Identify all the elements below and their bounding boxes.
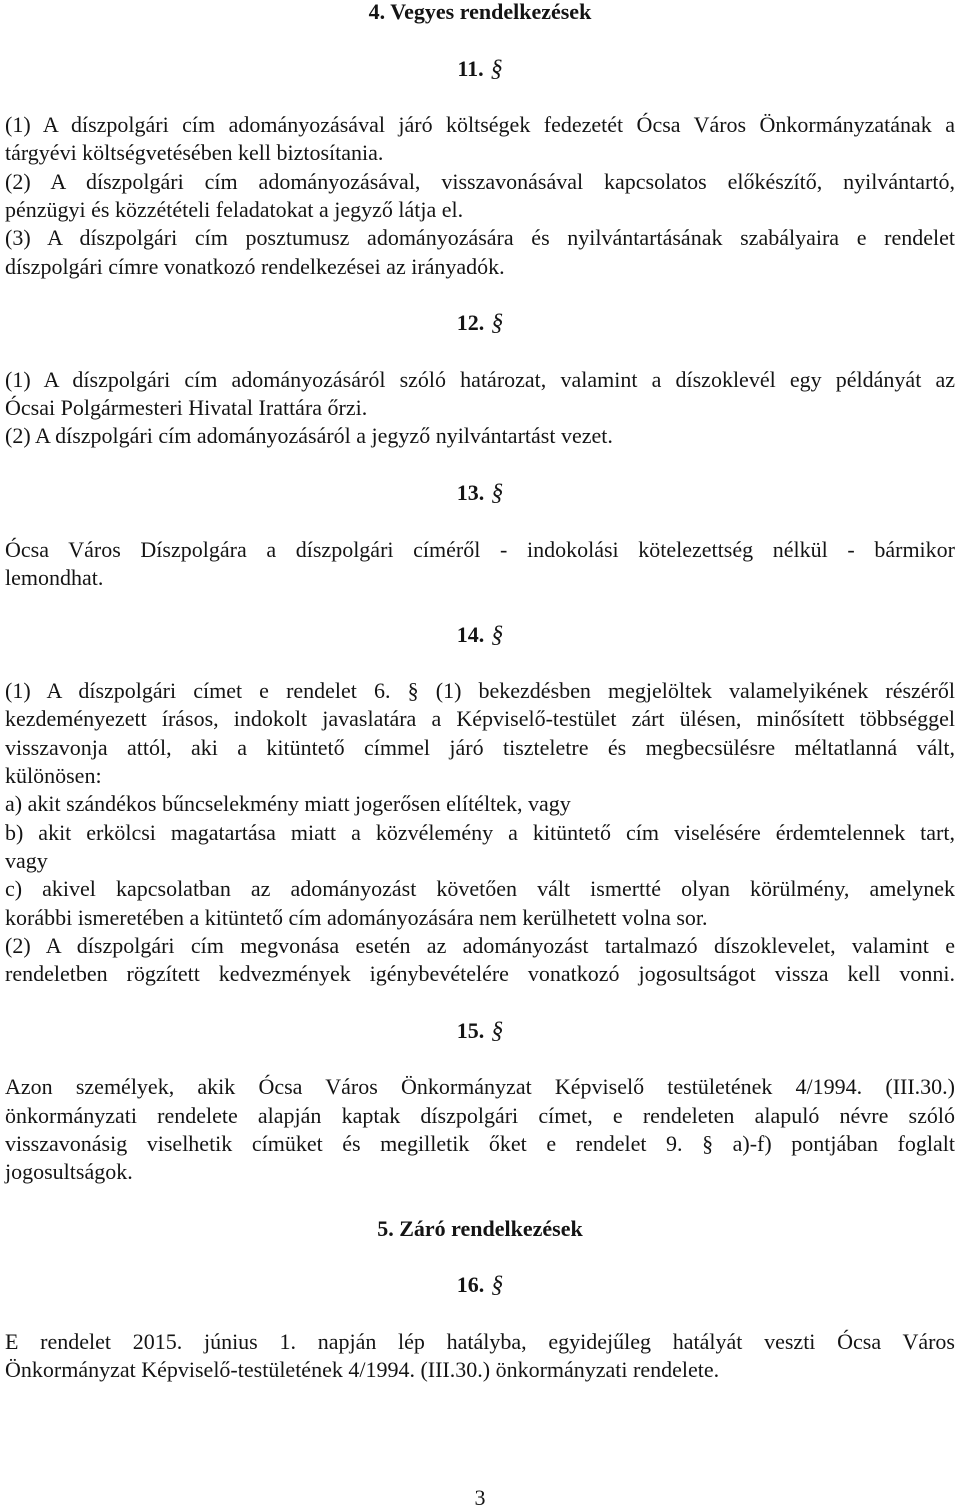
text-line: jogosultságok.	[5, 1159, 133, 1185]
list-item-a	[5, 790, 955, 818]
section-number: 12.	[456, 310, 485, 336]
spacer	[5, 592, 955, 620]
text-line: pénzügyi és közzétételi feladatokat a jegyző látja el.	[5, 197, 464, 223]
section-heading-15	[5, 1017, 955, 1045]
text-line: Önkormányzat Képviselő-testületének 4/1994. (III.30.) önkormányzati rendelete.	[5, 1357, 720, 1383]
paragraph-16-1	[5, 1328, 955, 1385]
section-number: 16.	[456, 1272, 485, 1298]
text-line: korábbi ismeretében a kitüntető cím adományozására nem kerülhetett volna sor.	[5, 904, 708, 930]
text-line: visszavonásig viselhetik címüket és megilletik őket e rendelet 9. § a)-f) pontjában foglalt	[5, 1130, 955, 1156]
text-line: E rendelet 2015. június 1. napján lép hatályba, egyidejűleg hatályát veszti Ócsa Város	[5, 1328, 955, 1354]
text-line: (1) A díszpolgári cím adományozásával járó költségek fedezetét Ócsa Város Önkormányzatának a	[5, 112, 955, 138]
spacer	[5, 1186, 955, 1214]
text-line: tárgyévi költségvetésében kell biztosítania.	[5, 140, 384, 166]
paragraph-12-1	[5, 366, 955, 423]
text-line: önkormányzati rendelete alapján kaptak díszpolgári címet, e rendeleten alapuló névre szóló	[5, 1102, 955, 1128]
section-heading-13	[5, 479, 955, 507]
paragraph-12-2	[5, 422, 955, 450]
spacer	[5, 26, 955, 54]
spacer	[5, 1300, 955, 1328]
text-line: (2) A díszpolgári cím adományozásával, visszavonásával kapcsolatos előkészítő, nyilvántartó,	[5, 168, 955, 194]
section-sign: §	[490, 55, 503, 82]
paragraph-11-2	[5, 168, 955, 225]
paragraph-14-1	[5, 677, 955, 790]
text-line: (1) A díszpolgári címet e rendelet 6. § (1) bekezdésben megjelöltek valamelyikének részéről	[5, 678, 955, 704]
text-line: különösen:	[5, 763, 102, 789]
text-line: (1) A díszpolgári cím adományozásáról szóló határozat, valamint a díszoklevél egy példányát az	[5, 366, 955, 392]
section-sign: §	[491, 1017, 504, 1044]
text-line: visszavonja attól, aki a kitüntető címmel járó tiszteletre és megbecsülésre méltatlanná vált,	[5, 734, 955, 760]
text-line: (2) A díszpolgári cím megvonása esetén az adományozást tartalmazó díszoklevelet, valamint e	[5, 932, 955, 958]
spacer	[5, 451, 955, 479]
section-sign: §	[491, 1272, 504, 1299]
chapter-title: 4. Vegyes rendelkezések	[368, 0, 592, 24]
page-number: 3	[474, 1485, 486, 1510]
spacer	[5, 1045, 955, 1073]
section-number: 14.	[456, 621, 485, 647]
text-line: vagy	[5, 847, 48, 873]
paragraph-11-3	[5, 224, 955, 281]
text-line: Azon személyek, akik Ócsa Város Önkormányzat Képviselő testületének 4/1994. (III.30.)	[5, 1074, 955, 1100]
text-line: kezdeményezett írásos, indokolt javaslatára a Képviselő-testület zárt ülésen, minősített többséggel	[5, 706, 955, 732]
section-number: 15.	[456, 1017, 485, 1043]
text-line: c) akivel kapcsolatban az adományozást követően vált ismertté olyan körülmény, amelynek	[5, 876, 955, 902]
spacer	[5, 281, 955, 309]
text-line: Ócsai Polgármesteri Hivatal Irattára őrzi.	[5, 395, 368, 421]
section-heading-11	[5, 55, 955, 83]
section-number: 11.	[457, 55, 484, 81]
paragraph-14-2	[5, 932, 955, 989]
section-sign: §	[491, 621, 504, 648]
text-line: rendeletben rögzített kedvezmények igénybevételére vonatkozó jogosultságot vissza kell vonni.	[5, 961, 955, 987]
spacer	[5, 1243, 955, 1271]
section-heading-12	[5, 309, 955, 337]
spacer	[5, 507, 955, 535]
chapter-title: 5. Záró rendelkezések	[377, 1215, 583, 1241]
paragraph-15-1	[5, 1073, 955, 1186]
text-line: b) akit erkölcsi magatartása miatt a közvélemény a kitüntető cím viselésére érdemtelennek tart,	[5, 819, 955, 845]
text-line: Ócsa Város Díszpolgára a díszpolgári címéről - indokolási kötelezettség nélkül - bármikor	[5, 536, 955, 562]
spacer	[5, 649, 955, 677]
text-line: (2) A díszpolgári cím adományozásáról a jegyző nyilvántartást vezet.	[5, 423, 613, 449]
paragraph-11-1	[5, 111, 955, 168]
text-line: lemondhat.	[5, 564, 104, 590]
section-heading-14	[5, 621, 955, 649]
section-sign: §	[491, 310, 504, 337]
spacer	[5, 988, 955, 1016]
spacer	[5, 83, 955, 111]
text-line: díszpolgári címre vonatkozó rendelkezései az irányadók.	[5, 253, 505, 279]
list-item-b	[5, 819, 955, 876]
text-line: (3) A díszpolgári cím posztumusz adományozására és nyilvántartásának szabályaira e rendelet	[5, 225, 955, 251]
section-heading-16	[5, 1271, 955, 1299]
spacer	[5, 338, 955, 366]
list-item-c	[5, 875, 955, 932]
text-line: a) akit szándékos bűncselekmény miatt jogerősen elítéltek, vagy	[5, 791, 571, 817]
document-page	[5, 0, 955, 1385]
paragraph-13-1	[5, 536, 955, 593]
section-number: 13.	[456, 480, 485, 506]
section-sign: §	[491, 480, 504, 507]
